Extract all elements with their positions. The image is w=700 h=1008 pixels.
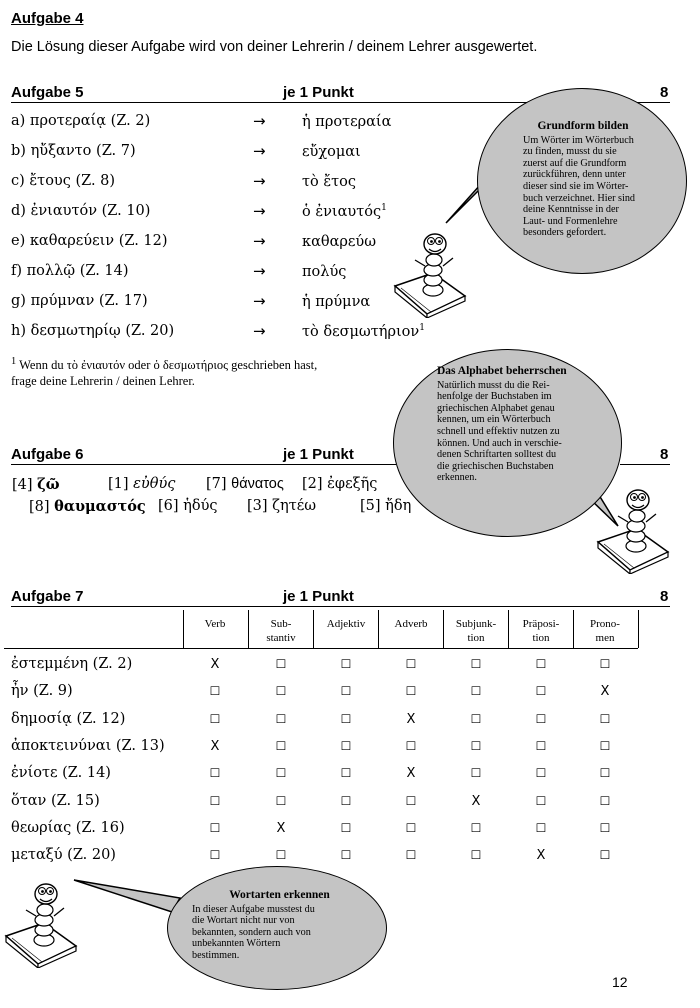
- bubble-text-line: die griechischen Buchstaben: [437, 460, 554, 472]
- table-column-divider: [638, 610, 639, 648]
- bookworm-illustration-3: [4, 878, 84, 968]
- bubble-text-line: zu finden, musst du sie: [523, 146, 617, 158]
- checkbox[interactable]: ☐: [275, 684, 287, 699]
- answer-word: ὁ ἐνιαυτός$^1$: [302, 203, 387, 220]
- source-word: g) πρύμναν (Z. 17): [11, 293, 148, 309]
- bubble-text-line: kennen, um ein Wörterbuch: [437, 414, 551, 426]
- checkbox[interactable]: ☐: [599, 793, 611, 808]
- aufgabe7-points-total: 8: [660, 588, 669, 605]
- checkbox-marked[interactable]: X: [471, 793, 481, 809]
- answer-word: ἡ πρύμνα: [302, 293, 371, 310]
- aufgabe6-rule-right: [620, 464, 670, 465]
- table-column-divider: [183, 610, 184, 648]
- aufgabe7-rule: [11, 606, 670, 607]
- checkbox[interactable]: ☐: [275, 711, 287, 726]
- column-header-line: Verb: [204, 618, 226, 630]
- aufgabe6-item: [2] ἐφεξῆς: [302, 476, 378, 492]
- aufgabe6-rule-left: [11, 464, 396, 465]
- checkbox[interactable]: ☐: [470, 766, 482, 781]
- checkbox[interactable]: ☐: [275, 738, 287, 753]
- checkbox[interactable]: ☐: [599, 766, 611, 781]
- checkbox[interactable]: ☐: [405, 657, 417, 671]
- bubble-text-line: denen Schriftarten solltest du: [437, 449, 557, 461]
- bubble-text-line: In dieser Aufgabe musstest du: [192, 903, 315, 915]
- table-row-word: ἐνίοτε (Z. 14): [11, 765, 111, 782]
- checkbox[interactable]: ☐: [599, 848, 611, 863]
- checkbox-marked[interactable]: X: [406, 766, 416, 782]
- checkbox[interactable]: ☐: [209, 684, 221, 699]
- checkbox[interactable]: ☐: [275, 657, 287, 671]
- checkbox[interactable]: ☐: [340, 820, 352, 835]
- column-header-line: tion: [532, 632, 550, 644]
- column-header: [185, 617, 245, 631]
- arrow-icon: →: [253, 262, 266, 280]
- answer-word: τὸ ἔτος: [302, 173, 357, 190]
- arrow-icon: →: [253, 112, 266, 130]
- column-header: [446, 617, 506, 645]
- table-header-rule: [4, 648, 638, 649]
- aufgabe6-points-total: 8: [660, 446, 669, 463]
- aufgabe5-points-total: 8: [660, 84, 669, 101]
- footnote-line2: frage deine Lehrerin / deinen Lehrer.: [11, 374, 195, 389]
- bubble-tail-wortarten: [72, 878, 182, 918]
- table-column-divider: [378, 610, 379, 648]
- aufgabe4-title: Aufgabe 4: [11, 10, 84, 27]
- checkbox-marked[interactable]: X: [210, 738, 220, 754]
- table-column-divider: [443, 610, 444, 648]
- checkbox[interactable]: ☐: [340, 711, 352, 726]
- column-header: [575, 617, 635, 645]
- aufgabe6-item: [6] ἡδύς: [158, 498, 218, 514]
- bubble-text-line: können. Und auch in verschie-: [437, 437, 562, 449]
- checkbox[interactable]: ☐: [470, 711, 482, 726]
- footnote-ref: 1: [419, 323, 425, 333]
- column-header-line: men: [595, 632, 615, 644]
- footnote-mark: 1: [11, 356, 17, 367]
- answer-word: πολύς: [302, 263, 347, 280]
- checkbox[interactable]: ☐: [340, 793, 352, 808]
- checkbox-marked[interactable]: X: [406, 711, 416, 727]
- checkbox[interactable]: ☐: [340, 766, 352, 781]
- bubble-text-line: zuerst auf die Grundform: [523, 157, 627, 169]
- table-row-word: μεταξύ (Z. 20): [11, 847, 116, 864]
- answer-word: τὸ δεσμωτήριον$^1$: [302, 323, 425, 340]
- bubble-text-line: dieser sind sie im Wörter-: [523, 180, 629, 192]
- checkbox[interactable]: ☐: [275, 848, 287, 863]
- bubble-grundform-title: Grundform bilden: [537, 120, 629, 132]
- table-row-word: ὅταν (Z. 15): [11, 792, 100, 809]
- page-number: 12: [612, 974, 628, 990]
- bubble-text-line: die Wortart nicht nur von: [192, 915, 295, 927]
- bubble-wortarten-text: [192, 890, 367, 962]
- footnote-line1: Wenn du τὸ ἐνιαυτόν oder ὁ δεσμωτήριος geschrieben hast,: [16, 358, 318, 373]
- table-row-word: ἀποκτεινύναι (Z. 13): [11, 737, 165, 754]
- aufgabe6-item: [5] ἤδη: [360, 498, 412, 514]
- source-word: d) ἐνιαυτόν (Z. 10): [11, 203, 151, 219]
- checkbox[interactable]: ☐: [599, 820, 611, 835]
- checkbox[interactable]: ☐: [535, 711, 547, 726]
- aufgabe5-title: Aufgabe 5: [11, 84, 84, 101]
- aufgabe5-footnote: [11, 354, 317, 389]
- aufgabe5-points-label: je 1 Punkt: [283, 84, 354, 101]
- source-word: h) δεσμωτηρίῳ (Z. 20): [11, 323, 175, 339]
- checkbox[interactable]: ☐: [535, 657, 547, 671]
- checkbox[interactable]: ☐: [209, 766, 221, 781]
- table-column-divider: [248, 610, 249, 648]
- arrow-icon: →: [253, 202, 266, 220]
- bubble-text-line: bekannten, sondern auch von: [192, 926, 311, 938]
- checkbox[interactable]: ☐: [470, 738, 482, 753]
- checkbox-marked[interactable]: X: [536, 848, 546, 864]
- source-word: a) προτεραίᾳ (Z. 2): [11, 113, 151, 129]
- bubble-text-line: deine Kenntnisse in der: [523, 204, 619, 216]
- answer-word: ἡ προτεραία: [302, 113, 392, 130]
- column-header-line: Adverb: [394, 618, 428, 630]
- column-header: [381, 617, 441, 631]
- aufgabe6-title: Aufgabe 6: [11, 446, 84, 463]
- bubble-text-line: besonders gefordert.: [523, 227, 607, 239]
- checkbox[interactable]: ☐: [275, 793, 287, 808]
- checkbox[interactable]: ☐: [340, 657, 352, 671]
- checkbox[interactable]: ☐: [599, 657, 611, 671]
- aufgabe7-points-label: je 1 Punkt: [283, 588, 354, 605]
- column-header: [316, 617, 376, 631]
- bubble-text-line: zurückführen, denn unter: [523, 169, 626, 181]
- bubble-text-line: bestimmen.: [192, 949, 240, 961]
- checkbox[interactable]: ☐: [405, 848, 417, 863]
- aufgabe7-title: Aufgabe 7: [11, 588, 84, 605]
- aufgabe6-item: [7] θάνατος: [206, 476, 284, 492]
- answer-word: εὔχομαι: [302, 143, 361, 160]
- bubble-text-line: schnell und effektiv nutzen zu: [437, 425, 560, 437]
- table-column-divider: [313, 610, 314, 648]
- checkbox[interactable]: ☐: [470, 684, 482, 699]
- aufgabe6-points-label: je 1 Punkt: [283, 446, 354, 463]
- bubble-text-line: henfolge der Buchstaben im: [437, 391, 552, 403]
- checkbox[interactable]: ☐: [405, 738, 417, 753]
- table-row-word: ἦν (Z. 9): [11, 683, 73, 700]
- aufgabe6-item: [8] θαυμαστός: [29, 498, 146, 515]
- table-row-word: θεωρίας (Z. 16): [11, 819, 125, 836]
- arrow-icon: →: [253, 142, 266, 160]
- aufgabe6-item: [3] ζητέω: [247, 498, 317, 514]
- source-word: e) καθαρεύειν (Z. 12): [11, 233, 168, 249]
- column-header-line: tion: [467, 632, 485, 644]
- column-header-line: Sub-: [270, 618, 292, 630]
- table-column-divider: [508, 610, 509, 648]
- checkbox[interactable]: ☐: [535, 793, 547, 808]
- checkbox[interactable]: ☐: [209, 793, 221, 808]
- checkbox[interactable]: ☐: [470, 848, 482, 863]
- footnote-ref: 1: [381, 203, 387, 213]
- source-word: c) ἔτους (Z. 8): [11, 173, 116, 189]
- bookworm-illustration-2: [596, 484, 676, 574]
- bubble-text-line: griechischen Alphabet genau: [437, 402, 555, 414]
- checkbox[interactable]: ☐: [535, 766, 547, 781]
- table-column-divider: [573, 610, 574, 648]
- column-header: [511, 617, 571, 645]
- table-row-word: ἐστεμμένη (Z. 2): [11, 656, 133, 672]
- checkbox-marked[interactable]: X: [600, 684, 610, 700]
- answer-word: καθαρεύω: [302, 233, 377, 250]
- checkbox-marked[interactable]: X: [210, 657, 220, 672]
- checkbox[interactable]: ☐: [470, 657, 482, 671]
- bubble-text-line: erkennen.: [437, 472, 477, 484]
- bubble-text-line: Laut- und Formenlehre: [523, 215, 618, 227]
- checkbox[interactable]: ☐: [405, 684, 417, 699]
- bubble-wortarten-title: Wortarten erkennen: [229, 889, 330, 901]
- column-header-line: Adjektiv: [326, 618, 366, 630]
- checkbox-marked[interactable]: X: [276, 820, 286, 836]
- checkbox[interactable]: ☐: [209, 848, 221, 863]
- column-header-line: stantiv: [266, 632, 296, 644]
- checkbox[interactable]: ☐: [470, 820, 482, 835]
- checkbox[interactable]: ☐: [209, 711, 221, 726]
- arrow-icon: →: [253, 292, 266, 310]
- checkbox[interactable]: ☐: [340, 684, 352, 699]
- column-header-line: Subjunk-: [455, 618, 497, 630]
- column-header: [251, 617, 311, 645]
- aufgabe6-item: [4] ζῶ: [12, 476, 60, 493]
- checkbox[interactable]: ☐: [209, 820, 221, 835]
- arrow-icon: →: [253, 172, 266, 190]
- source-word: b) ηὔξαντο (Z. 7): [11, 143, 136, 159]
- checkbox[interactable]: ☐: [535, 738, 547, 753]
- checkbox[interactable]: ☐: [340, 738, 352, 753]
- checkbox[interactable]: ☐: [535, 684, 547, 699]
- checkbox[interactable]: ☐: [405, 793, 417, 808]
- table-row-word: δημοσίᾳ (Z. 12): [11, 710, 126, 727]
- checkbox[interactable]: ☐: [599, 711, 611, 726]
- aufgabe6-item: [1] εὐθύς: [108, 476, 176, 492]
- bubble-text-line: buch verzeichnet. Hier sind: [523, 192, 636, 204]
- column-header-line: Präposi-: [522, 618, 560, 630]
- bubble-wortarten-body: [192, 904, 367, 962]
- aufgabe4-text: Die Lösung dieser Aufgabe wird von deiner Lehrerin / deinem Lehrer ausgewertet.: [11, 39, 538, 55]
- source-word: f) πολλῷ (Z. 14): [11, 263, 129, 279]
- bubble-text-line: unbekannten Wörtern: [192, 938, 281, 950]
- bubble-grundform-body: [503, 135, 663, 239]
- checkbox[interactable]: ☐: [340, 848, 352, 863]
- arrow-icon: →: [253, 232, 266, 250]
- arrow-icon: →: [253, 322, 266, 340]
- bubble-alphabet-text: [437, 366, 607, 484]
- bubble-alphabet-title: Das Alphabet beherrschen: [437, 365, 567, 377]
- checkbox[interactable]: ☐: [599, 738, 611, 753]
- bubble-text-line: Um Wörter im Wörterbuch: [523, 134, 634, 146]
- bubble-text-line: Natürlich musst du die Rei-: [437, 379, 550, 391]
- checkbox[interactable]: ☐: [535, 820, 547, 835]
- bubble-grundform-text: [503, 121, 663, 239]
- checkbox[interactable]: ☐: [275, 766, 287, 781]
- column-header-line: Prono-: [590, 618, 620, 630]
- bookworm-illustration-1: [393, 228, 473, 318]
- checkbox[interactable]: ☐: [405, 820, 417, 835]
- bubble-alphabet-body: [437, 380, 607, 484]
